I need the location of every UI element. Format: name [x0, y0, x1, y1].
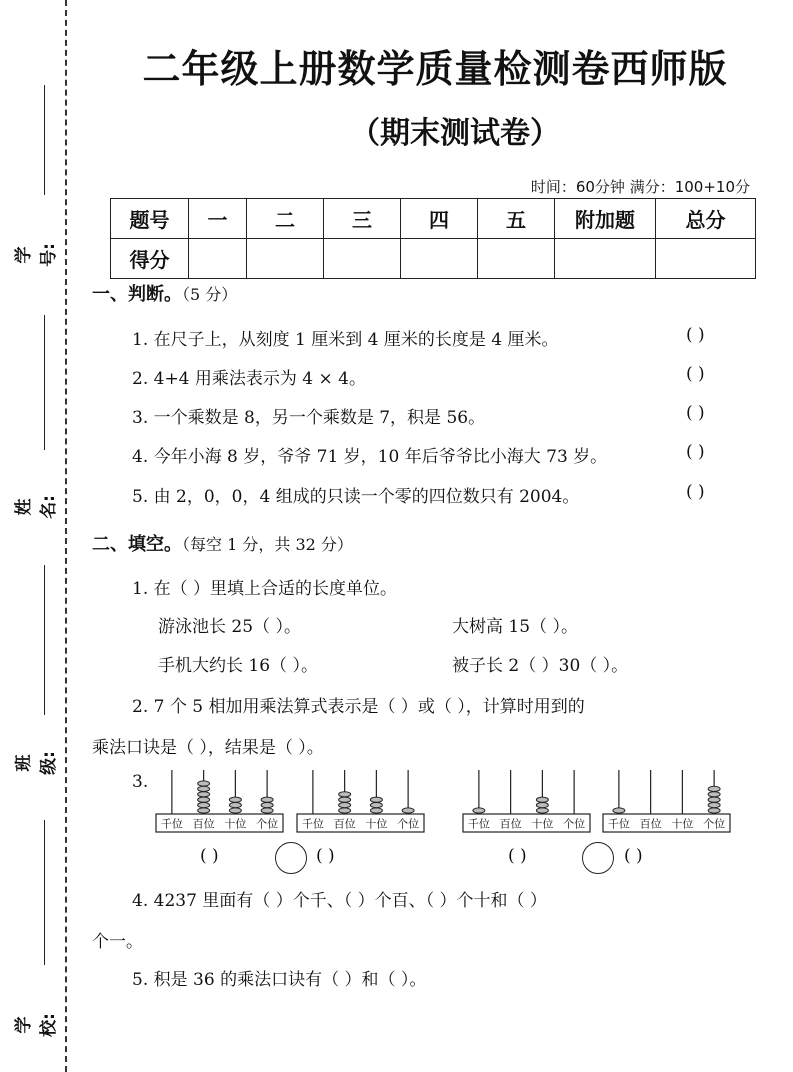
- judge-item-1: 1. 在尺子上，从刻度 1 厘米到 4 厘米的长度是 4 厘米。: [132, 330, 559, 350]
- abacus-place-label: 十位: [365, 817, 388, 831]
- abacus-place-label: 百位: [333, 817, 356, 831]
- abacus-place-label: 千位: [160, 817, 183, 831]
- abacus-place-label: 十位: [224, 817, 247, 831]
- judge-item-4: 4. 今年小海 8 岁，爷爷 71 岁，10 年后爷爷比小海大 73 岁。: [132, 447, 608, 467]
- abacus-bead: [198, 781, 210, 786]
- abacus-place-label: 百位: [639, 817, 662, 831]
- judge-answer-3[interactable]: ( ): [686, 403, 705, 423]
- compare-right-blank-2[interactable]: ( ): [624, 846, 643, 866]
- abacus-bead: [536, 803, 548, 808]
- score-cell[interactable]: [478, 239, 555, 279]
- table-header-cell: 一: [189, 199, 247, 239]
- abacus-place-label: 十位: [531, 817, 554, 831]
- fill-q3-label: 3.: [132, 772, 149, 792]
- table-header-cell: 五: [478, 199, 555, 239]
- table-header-cell: 附加题: [555, 199, 656, 239]
- score-table-score-row: [111, 239, 756, 279]
- name-label: 姓名:: [14, 495, 59, 519]
- score-cell[interactable]: [324, 239, 401, 279]
- abacus-bead: [198, 792, 210, 797]
- class-label: 班级:: [14, 751, 59, 775]
- fill-q4-line1: 4. 4237 里面有（ ）个千、（ ）个百、（ ）个十和（ ）: [132, 891, 547, 911]
- abacus-2: [296, 768, 426, 834]
- page-title: 二年级上册数学质量检测卷西师版: [142, 47, 728, 91]
- compare-right-blank-1[interactable]: ( ): [316, 846, 335, 866]
- time-score-info: 时间：60分钟 满分：100+10分: [530, 178, 750, 196]
- abacus-place-label: 百位: [192, 817, 215, 831]
- abacus-place-label: 个位: [256, 817, 279, 831]
- judge-item-2: 2. 4+4 用乘法表示为 4 × 4。: [132, 369, 366, 389]
- abacus-bead: [339, 797, 351, 802]
- abacus-bead: [339, 792, 351, 797]
- fill-q4-line2: 个一。: [92, 932, 143, 952]
- section1-heading: [92, 280, 237, 306]
- judge-answer-1[interactable]: ( ): [686, 325, 705, 345]
- abacus-bead: [473, 808, 485, 813]
- compare-circle-2[interactable]: [582, 842, 614, 874]
- score-cell[interactable]: [555, 239, 656, 279]
- score-cell[interactable]: [401, 239, 478, 279]
- table-header-cell: 四: [401, 199, 478, 239]
- student-id-label: 学号:: [14, 243, 59, 267]
- abacus-bead: [536, 808, 548, 813]
- compare-circle-1[interactable]: [275, 842, 307, 874]
- binding-dashed-line: [65, 0, 67, 1072]
- score-table: [110, 198, 756, 279]
- abacus-place-label: 千位: [301, 817, 324, 831]
- abacus-bead: [708, 808, 720, 813]
- judge-item-5: 5. 由 2，0，0，4 组成的只读一个零的四位数只有 2004。: [132, 487, 580, 507]
- table-header-cell: 三: [324, 199, 401, 239]
- abacus-bead: [198, 803, 210, 808]
- score-cell[interactable]: [656, 239, 756, 279]
- fill-q5: 5. 积是 36 的乘法口诀有（ ）和（ ）。: [132, 970, 427, 990]
- school-line: [44, 820, 45, 965]
- abacus-bead: [370, 808, 382, 813]
- table-header-cell: 总分: [656, 199, 756, 239]
- judge-item-3: 3. 一个乘数是 8，另一个乘数是 7，积是 56。: [132, 408, 486, 428]
- abacus-4: [602, 768, 732, 834]
- abacus-bead: [229, 808, 241, 813]
- table-header-cell: 题号: [111, 199, 189, 239]
- judge-answer-5[interactable]: ( ): [686, 482, 705, 502]
- fill-q1-c: 手机大约长 16（ ）。: [158, 656, 318, 676]
- abacus-bead: [339, 803, 351, 808]
- fill-q2-line2: 乘法口诀是（ ），结果是（ ）。: [92, 738, 324, 758]
- abacus-bead: [708, 792, 720, 797]
- section2-note: （每空 1 分，共 32 分）: [182, 535, 353, 554]
- judge-answer-4[interactable]: ( ): [686, 442, 705, 462]
- abacus-bead: [261, 808, 273, 813]
- abacus-place-label: 个位: [703, 817, 726, 831]
- abacus-place-label: 个位: [563, 817, 586, 831]
- fill-q1-b: 大树高 15（ ）。: [452, 617, 578, 637]
- abacus-bead: [370, 797, 382, 802]
- score-table-header-row: [111, 199, 756, 239]
- section2-title: 二、填空。: [92, 534, 182, 555]
- abacus-bead: [261, 803, 273, 808]
- school-label: 学校:: [14, 1013, 59, 1037]
- student-id-line: [44, 85, 45, 195]
- abacus-bead: [370, 803, 382, 808]
- abacus-1: [155, 768, 285, 834]
- abacus-place-label: 千位: [467, 817, 490, 831]
- abacus-place-label: 十位: [671, 817, 694, 831]
- section2-heading: [92, 530, 353, 556]
- abacus-bead: [198, 808, 210, 813]
- abacus-3: [462, 768, 592, 834]
- fill-q2-line1: 2. 7 个 5 相加用乘法算式表示是（ ）或（ ），计算时用到的: [132, 697, 585, 717]
- table-header-cell: 二: [247, 199, 324, 239]
- abacus-bead: [198, 797, 210, 802]
- name-line: [44, 315, 45, 450]
- abacus-place-label: 个位: [397, 817, 420, 831]
- score-cell[interactable]: [247, 239, 324, 279]
- abacus-bead: [229, 797, 241, 802]
- abacus-bead: [198, 786, 210, 791]
- abacus-bead: [261, 797, 273, 802]
- fill-q1-a: 游泳池长 25（ ）。: [158, 617, 301, 637]
- score-cell[interactable]: [189, 239, 247, 279]
- abacus-bead: [536, 797, 548, 802]
- compare-left-blank-2[interactable]: ( ): [508, 846, 527, 866]
- abacus-bead: [402, 808, 414, 813]
- compare-left-blank-1[interactable]: ( ): [200, 846, 219, 866]
- fill-q1-d: 被子长 2（ ）30（ ）。: [452, 656, 629, 676]
- section1-title: 一、判断。: [92, 284, 182, 305]
- abacus-bead: [708, 803, 720, 808]
- abacus-bead: [339, 808, 351, 813]
- section1-note: （5 分）: [182, 285, 238, 304]
- fill-q1-prompt: 1. 在（ ）里填上合适的长度单位。: [132, 579, 398, 599]
- abacus-bead: [613, 808, 625, 813]
- score-row-label: 得分: [111, 239, 189, 279]
- abacus-bead: [708, 786, 720, 791]
- abacus-bead: [229, 803, 241, 808]
- class-line: [44, 565, 45, 715]
- judge-answer-2[interactable]: ( ): [686, 364, 705, 384]
- page-subtitle: （期末测试卷）: [350, 116, 560, 151]
- abacus-place-label: 千位: [607, 817, 630, 831]
- abacus-place-label: 百位: [499, 817, 522, 831]
- abacus-bead: [708, 797, 720, 802]
